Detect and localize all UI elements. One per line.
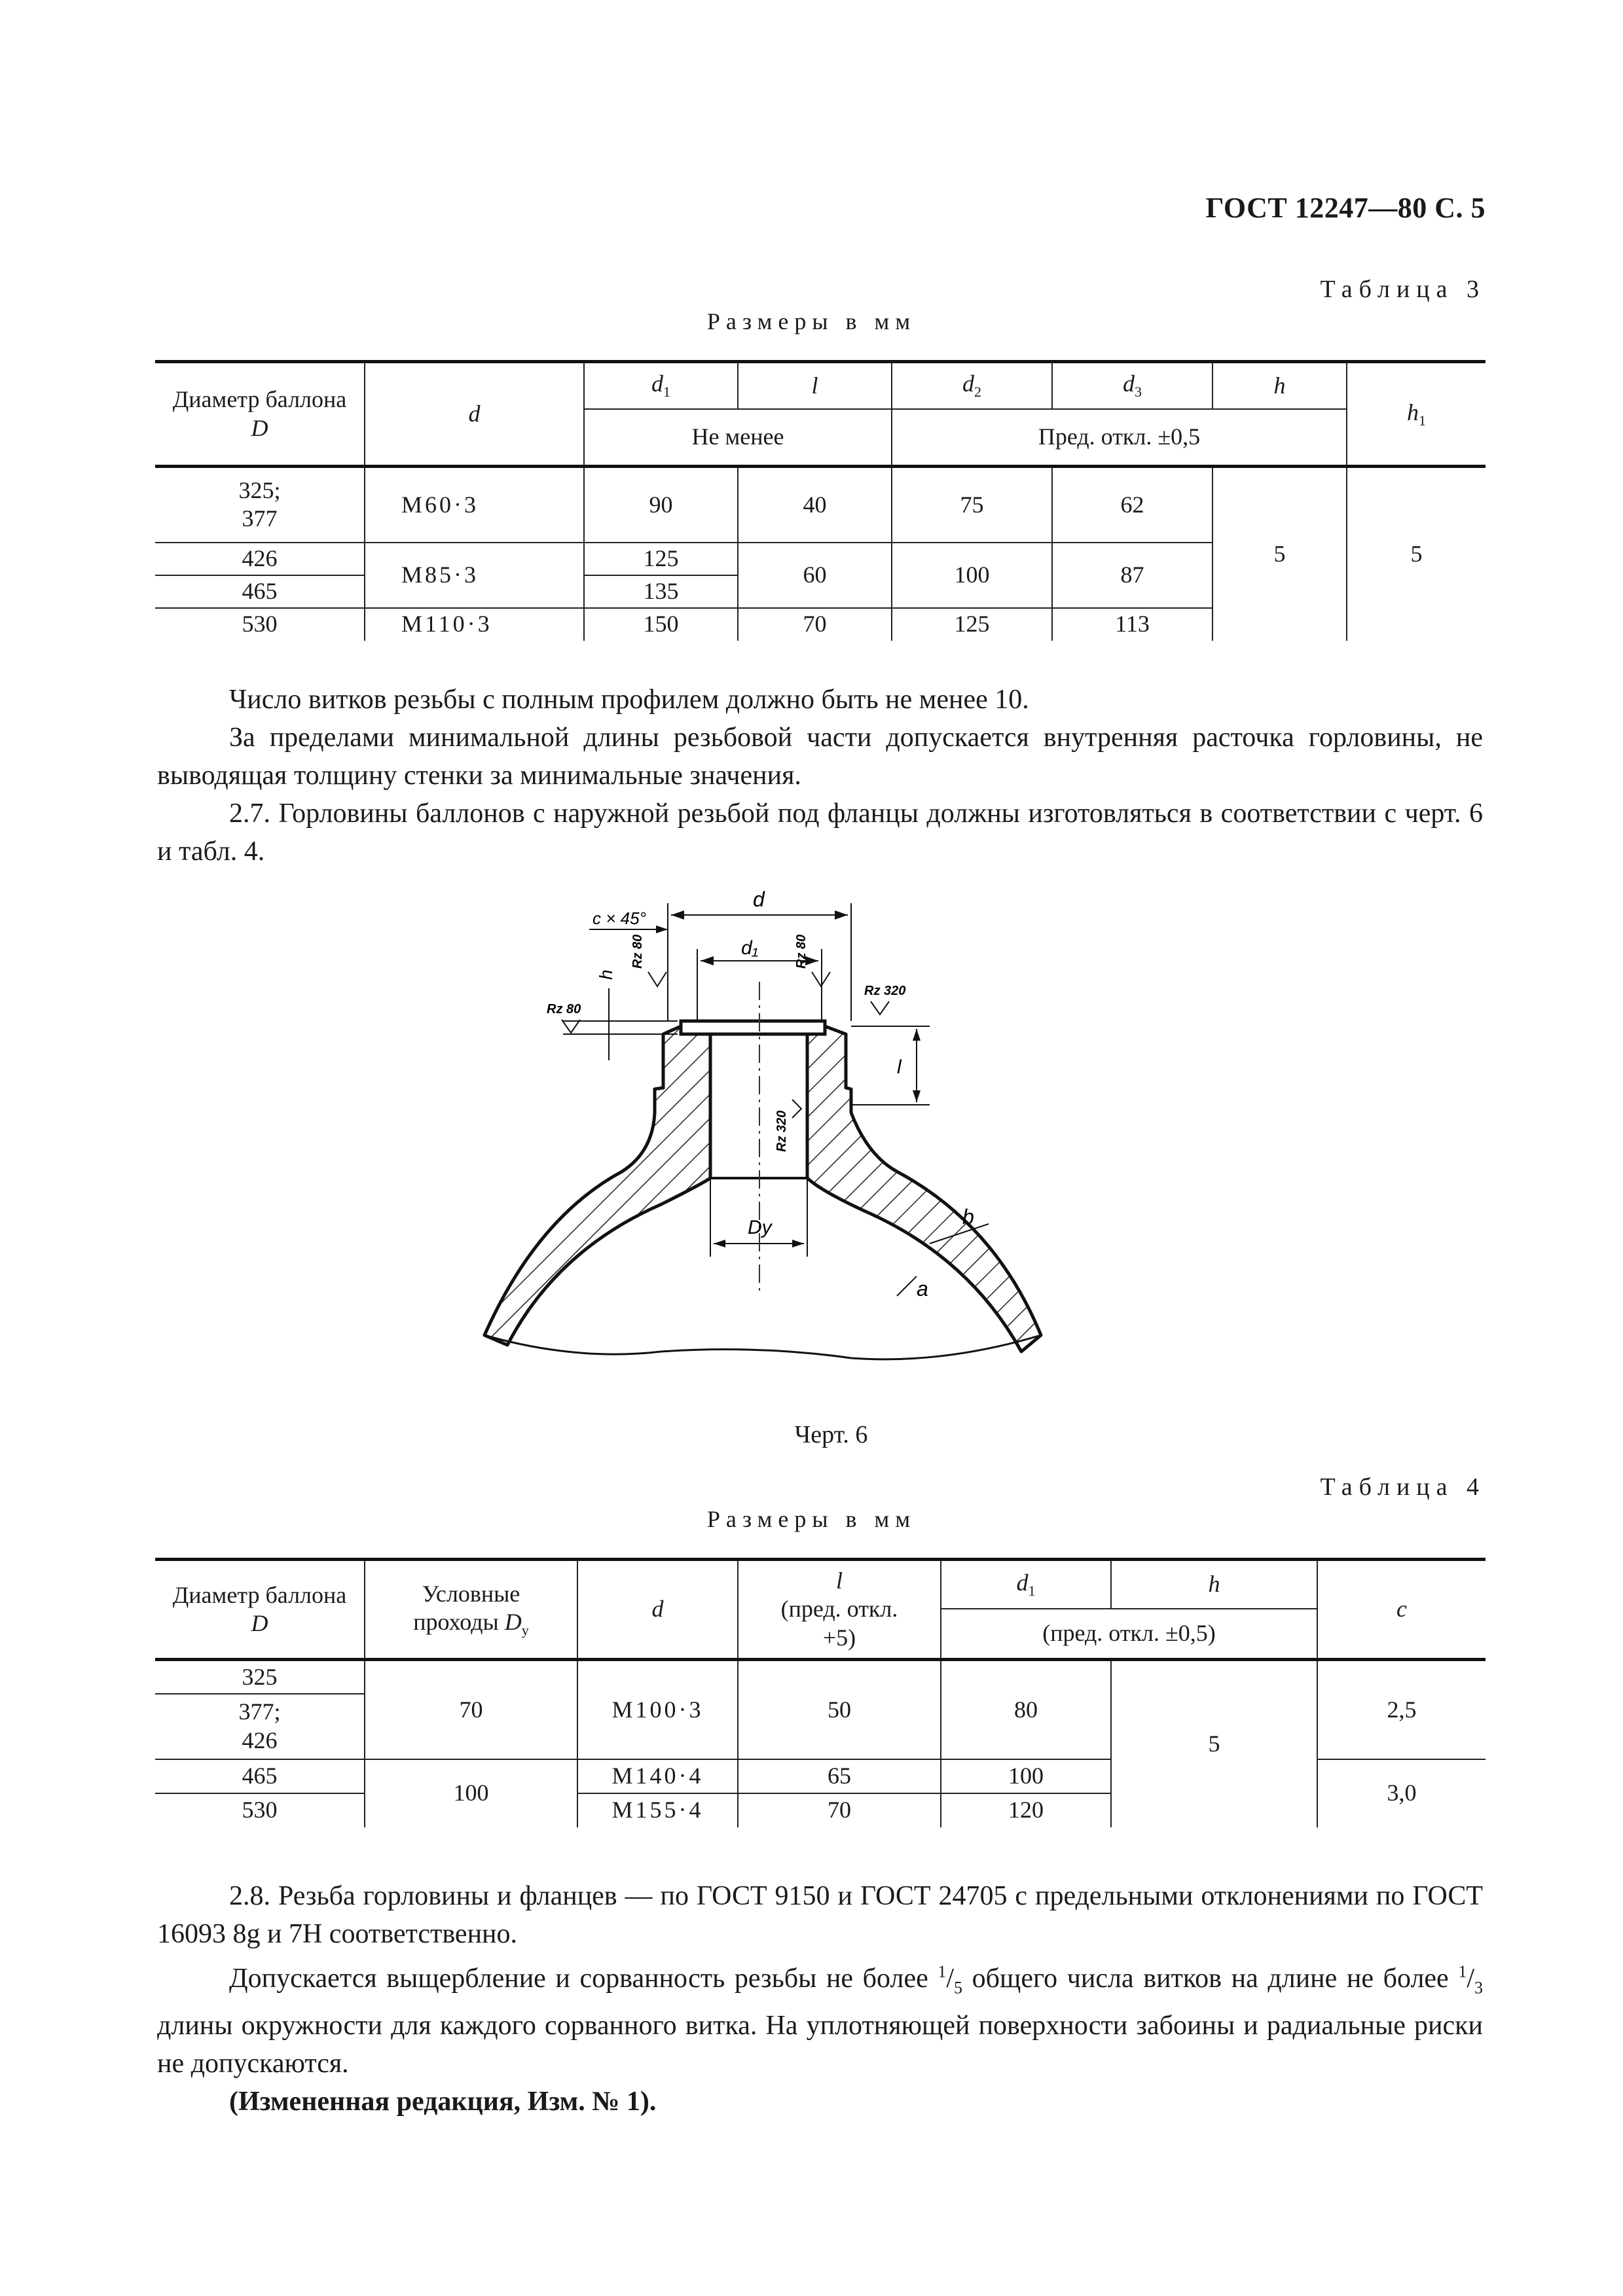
t3-cell-d1: 90 — [584, 467, 738, 543]
leader-a — [897, 1276, 928, 1300]
paragraph: Допускается выщербление и сорванность резьбы не более $^1/_5$ общего числа витков на длине не более $^1/_3$ длины окружности для каждого сорванного витка. На уплотняющей поверхности забоины и радиальные риски не допускаются. — [157, 1962, 1483, 2079]
t3-head-d1: $d_1$ — [584, 362, 738, 409]
t3-head-h1: $h_1$ — [1347, 362, 1486, 467]
t3-cell-d2: 125 — [892, 608, 1052, 641]
t4-cell-D: 465 — [155, 1759, 365, 1793]
t3-cell-l: 60 — [738, 543, 892, 608]
t4-cell-D: 377; 426 — [155, 1694, 365, 1759]
neck-section-left — [484, 1026, 710, 1345]
t4-cell-d1: 120 — [941, 1793, 1111, 1827]
t3-head-l: l — [738, 362, 892, 409]
t3-cell-D: 426 — [155, 543, 365, 575]
t3-cell-d1: 135 — [584, 575, 738, 608]
dimension-l — [851, 1026, 930, 1105]
t3-head-d2: $d_2$ — [892, 362, 1052, 409]
t3-cell-d1: 150 — [584, 608, 738, 641]
t3-cell-thread: М85·3 — [365, 543, 584, 608]
roughness-label: Rz 80 — [794, 934, 809, 969]
t3-cell-d3: 62 — [1052, 467, 1213, 543]
t3-head-d3: $d_3$ — [1052, 362, 1213, 409]
t3-cell-d3: 113 — [1052, 608, 1213, 641]
paragraph: 2.8. Резьба горловины и фланцев — по ГОСТ 9150 и ГОСТ 24705 с предельными отклонениями по ГОСТ 16093 8g и 7H соответственно. — [157, 1881, 1483, 1949]
dim-label-chamfer: c × 45° — [593, 908, 646, 928]
t4-cell-passage: 100 — [365, 1759, 577, 1827]
t4-head-tol: (пред. откл. ±0,5) — [941, 1609, 1317, 1660]
table-row — [155, 1660, 1486, 1694]
t3-cell-D: 465 — [155, 575, 365, 608]
dim-label-d1: d₁ — [741, 937, 759, 959]
t3-cell-l: 70 — [738, 608, 892, 641]
t4-cell-D: 530 — [155, 1793, 365, 1827]
roughness-label: Rz 320 — [775, 1110, 789, 1152]
dimension-chamfer — [589, 908, 668, 933]
t3-cell-D: 325; 377 — [155, 467, 365, 543]
table3-label: Таблица 3 — [1320, 276, 1486, 303]
drawing-caption: Черт. 6 — [794, 1421, 868, 1448]
t4-cell-l: 70 — [738, 1793, 941, 1827]
paragraph: 2.7. Горловины баллонов с наружной резьбой под фланцы должны изготовляться в соответствии с черт. 6 и табл. 4. — [157, 798, 1483, 867]
t4-cell-l: 50 — [738, 1660, 941, 1759]
t3-head-d: d — [365, 362, 584, 467]
roughness-label: Rz 80 — [630, 934, 645, 969]
table4-units: Размеры в мм — [706, 1506, 917, 1532]
t3-head-min: Не менее — [584, 409, 892, 467]
dim-label-h: h — [596, 969, 616, 980]
t4-head-d: d — [577, 1560, 738, 1660]
table4-label: Таблица 4 — [1320, 1473, 1486, 1501]
neck-section-right — [807, 1026, 1041, 1352]
dim-label-d: d — [753, 888, 765, 911]
t4-head-c: c — [1317, 1560, 1486, 1660]
t4-head-diameter: Диаметр баллона D — [155, 1560, 365, 1660]
t3-cell-l: 40 — [738, 467, 892, 543]
table3-units: Размеры в мм — [706, 308, 917, 334]
t3-cell-d1: 125 — [584, 543, 738, 575]
body-text-2 — [157, 1877, 1483, 2121]
t4-cell-thread: М155·4 — [577, 1793, 738, 1827]
t3-cell-d2: 100 — [892, 543, 1052, 608]
label-a: a — [917, 1277, 928, 1300]
paragraph: За пределами минимальной длины резьбовой части допускается внутренняя расточка горловины, не выводящая толщину стенки за минимальные значения. — [157, 723, 1483, 791]
roughness-label: Rz 320 — [864, 984, 906, 998]
t4-head-l: l (пред. откл. +5) — [738, 1560, 941, 1660]
t3-cell-D: 530 — [155, 608, 365, 641]
t3-head-h: h — [1213, 362, 1347, 409]
paragraph: Число витков резьбы с полным профилем должно быть не менее 10. — [229, 685, 1029, 715]
table-row — [155, 467, 1486, 505]
t3-cell-thread: М110·3 — [365, 608, 584, 641]
t3-cell-d3: 87 — [1052, 543, 1213, 608]
roughness-label: Rz 80 — [547, 1002, 581, 1016]
dimension-d — [668, 888, 851, 1021]
t4-cell-thread: М140·4 — [577, 1759, 738, 1793]
t4-cell-D: 325 — [155, 1660, 365, 1694]
dim-label-dy: Dу — [748, 1217, 772, 1238]
t3-cell-h1: 5 — [1347, 467, 1486, 641]
t3-cell-d2: 75 — [892, 467, 1052, 543]
paragraph: (Измененная редакция, Изм. № 1). — [229, 2087, 657, 2117]
t3-cell-thread: М60·3 — [365, 467, 584, 543]
t4-head-passage: Условные проходы $D_у$ — [365, 1560, 577, 1660]
body-text-1 — [157, 681, 1483, 870]
break-line — [484, 1335, 1041, 1359]
t4-cell-c: 3,0 — [1317, 1759, 1486, 1827]
t4-head-h: h — [1111, 1560, 1317, 1609]
t4-cell-passage: 70 — [365, 1660, 577, 1759]
t3-head-diameter: Диаметр баллона D — [155, 362, 365, 467]
t4-cell-l: 65 — [738, 1759, 941, 1793]
t4-cell-d1: 100 — [941, 1759, 1111, 1793]
table3 — [155, 360, 1486, 641]
t4-cell-h: 5 — [1111, 1660, 1317, 1827]
t4-cell-c: 2,5 — [1317, 1660, 1486, 1759]
label-b: b — [962, 1205, 974, 1229]
t3-cell-h: 5 — [1213, 467, 1347, 641]
neck-drawing — [445, 877, 1074, 1388]
table4 — [155, 1558, 1486, 1827]
dim-label-l: l — [897, 1056, 902, 1078]
t4-head-d1: $d_1$ — [941, 1560, 1111, 1609]
t4-cell-thread: М100·3 — [577, 1660, 738, 1759]
t4-cell-d1: 80 — [941, 1660, 1111, 1759]
page-header: ГОСТ 12247—80 С. 5 — [1205, 192, 1486, 224]
t3-head-tol: Пред. откл. ±0,5 — [892, 409, 1347, 467]
